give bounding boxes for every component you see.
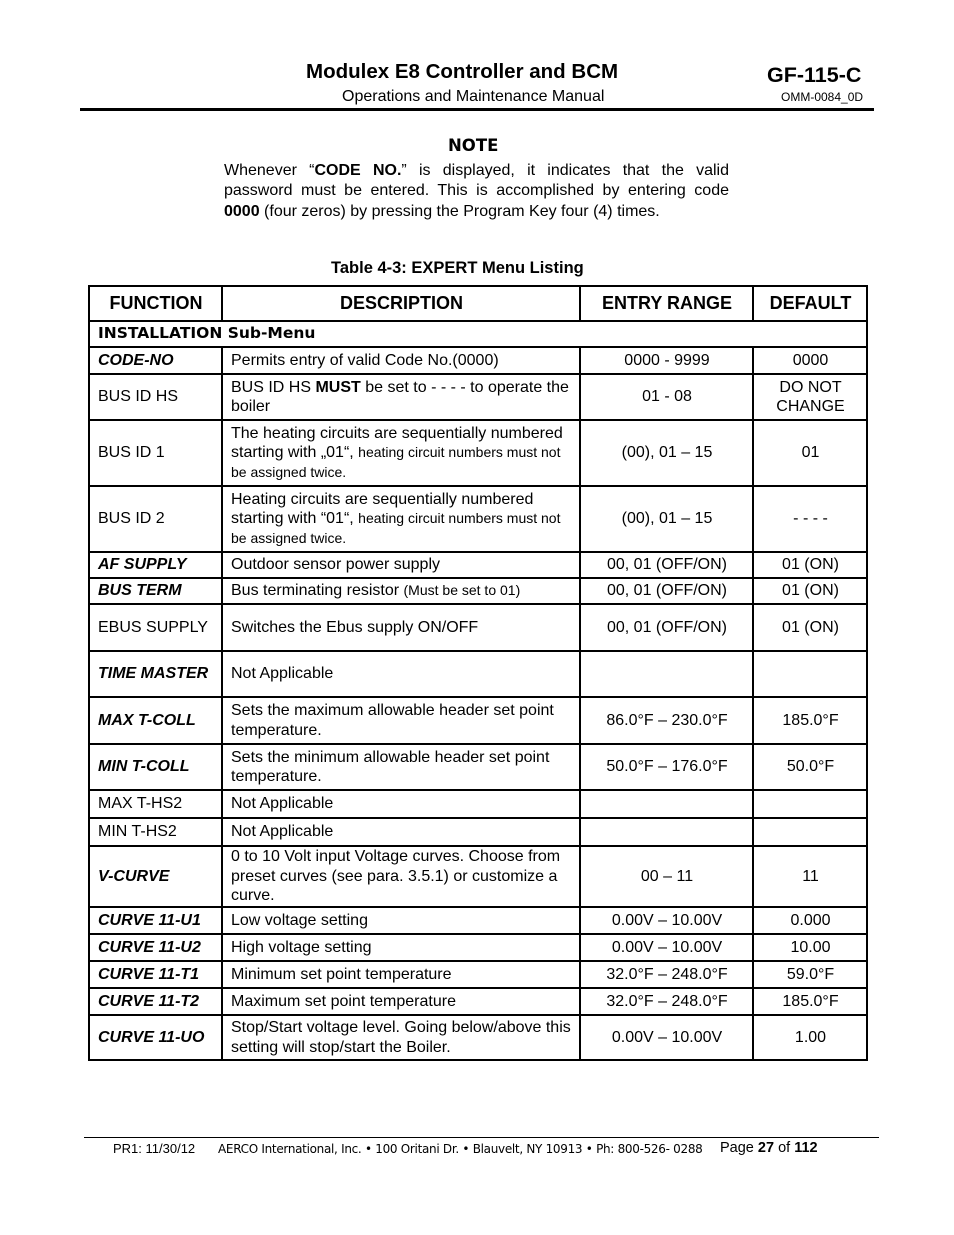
range-cell — [580, 790, 753, 818]
description-cell: Heating circuits are sequentially numbered starting with “01“, heating circuit numbers must not be assigned twice. — [222, 486, 580, 552]
document-subtitle: Operations and Maintenance Manual — [342, 88, 605, 105]
function-cell: V-CURVE — [89, 846, 222, 907]
default-cell: DO NOT CHANGE — [753, 374, 867, 420]
function-cell: BUS ID 2 — [89, 486, 222, 552]
function-cell: EBUS SUPPLY — [89, 604, 222, 651]
default-cell — [753, 818, 867, 846]
range-cell: 0.00V – 10.00V — [580, 907, 753, 934]
description-cell: Outdoor sensor power supply — [222, 552, 580, 578]
range-cell: 01 - 08 — [580, 374, 753, 420]
function-cell: CURVE 11-U1 — [89, 907, 222, 934]
description-cell: The heating circuits are sequentially numbered starting with „01“, heating circuit numbers must not be assigned twice. — [222, 420, 580, 486]
column-header-function: FUNCTION — [89, 286, 222, 321]
function-cell: AF SUPPLY — [89, 552, 222, 578]
description-cell: 0 to 10 Volt input Voltage curves. Choose from preset curves (see para. 3.5.1) or customize a curve. — [222, 846, 580, 907]
function-cell: MAX T-HS2 — [89, 790, 222, 818]
default-cell: 01 (ON) — [753, 552, 867, 578]
table-row — [89, 790, 867, 818]
table-row — [89, 651, 867, 697]
function-cell: BUS ID 1 — [89, 420, 222, 486]
document-title: Modulex E8 Controller and BCM — [306, 60, 619, 83]
code-no-term: CODE NO. — [314, 162, 402, 179]
table-row — [89, 604, 867, 651]
default-cell — [753, 790, 867, 818]
range-cell: 00, 01 (OFF/ON) — [580, 578, 753, 604]
table-row — [89, 1015, 867, 1060]
table-row — [89, 744, 867, 790]
description-cell: Stop/Start voltage level. Going below/above this setting will stop/start the Boiler. — [222, 1015, 580, 1060]
table-row — [89, 697, 867, 744]
range-cell: 00 – 11 — [580, 846, 753, 907]
description-cell: Bus terminating resistor (Must be set to 01) — [222, 578, 580, 604]
range-cell: 0000 - 9999 — [580, 347, 753, 374]
footer-company-info: AERCO International, Inc. • 100 Oritani Dr. • Blauvelt, NY 10913 • Ph: 800-526- 0288 — [218, 1142, 703, 1156]
function-cell: MAX T-COLL — [89, 697, 222, 744]
table-row — [89, 552, 867, 578]
description-cell: BUS ID HS MUST be set to - - - - to operate the boiler — [222, 374, 580, 420]
default-cell: 1.00 — [753, 1015, 867, 1060]
default-cell: 01 (ON) — [753, 604, 867, 651]
description-cell: Permits entry of valid Code No.(0000) — [222, 347, 580, 374]
footer-divider — [84, 1137, 879, 1138]
function-cell: CODE-NO — [89, 347, 222, 374]
range-cell: (00), 01 – 15 — [580, 486, 753, 552]
range-cell: 00, 01 (OFF/ON) — [580, 552, 753, 578]
range-cell — [580, 818, 753, 846]
function-cell: BUS ID HS — [89, 374, 222, 420]
table-header-row — [89, 286, 867, 321]
table-row — [89, 934, 867, 961]
range-cell: 0.00V – 10.00V — [580, 934, 753, 961]
range-cell: 50.0°F – 176.0°F — [580, 744, 753, 790]
description-cell: Minimum set point temperature — [222, 961, 580, 988]
default-cell: 185.0°F — [753, 988, 867, 1015]
section-row — [89, 321, 867, 347]
default-cell: 01 — [753, 420, 867, 486]
function-cell: BUS TERM — [89, 578, 222, 604]
default-cell: 59.0°F — [753, 961, 867, 988]
table-caption: Table 4-3: EXPERT Menu Listing — [331, 259, 584, 277]
default-code: 0000 — [224, 202, 260, 220]
column-header-description: DESCRIPTION — [222, 286, 580, 321]
range-cell — [580, 651, 753, 697]
range-cell: 0.00V – 10.00V — [580, 1015, 753, 1060]
table-row — [89, 907, 867, 934]
default-cell: 185.0°F — [753, 697, 867, 744]
description-cell: Sets the minimum allowable header set point temperature. — [222, 744, 580, 790]
description-cell: Low voltage setting — [222, 907, 580, 934]
table-row — [89, 486, 867, 552]
function-cell: MIN T-HS2 — [89, 818, 222, 846]
function-cell: TIME MASTER — [89, 651, 222, 697]
description-cell: Sets the maximum allowable header set point temperature. — [222, 697, 580, 744]
table-row — [89, 578, 867, 604]
column-header-entry-range: ENTRY RANGE — [580, 286, 753, 321]
description-cell: High voltage setting — [222, 934, 580, 961]
section-title: INSTALLATION Sub-Menu — [89, 321, 867, 347]
range-cell: 32.0°F – 248.0°F — [580, 961, 753, 988]
table-row — [89, 988, 867, 1015]
function-cell: MIN T-COLL — [89, 744, 222, 790]
description-cell: Not Applicable — [222, 818, 580, 846]
table-row — [89, 846, 867, 907]
description-cell: Switches the Ebus supply ON/OFF — [222, 604, 580, 651]
default-cell: 50.0°F — [753, 744, 867, 790]
default-cell: 0000 — [753, 347, 867, 374]
table-row — [89, 347, 867, 374]
expert-menu-table — [88, 285, 868, 1061]
function-cell: CURVE 11-UO — [89, 1015, 222, 1060]
footer-page-number: Page 27 of 112 — [720, 1140, 818, 1156]
description-cell: Not Applicable — [222, 651, 580, 697]
description-cell: Not Applicable — [222, 790, 580, 818]
document-revision: OMM-0084_0D — [781, 90, 864, 104]
function-cell: CURVE 11-U2 — [89, 934, 222, 961]
range-cell: 00, 01 (OFF/ON) — [580, 604, 753, 651]
default-cell: 11 — [753, 846, 867, 907]
table-row — [89, 420, 867, 486]
range-cell: 32.0°F – 248.0°F — [580, 988, 753, 1015]
function-cell: CURVE 11-T1 — [89, 961, 222, 988]
table-row — [89, 818, 867, 846]
default-cell: 01 (ON) — [753, 578, 867, 604]
range-cell: (00), 01 – 15 — [580, 420, 753, 486]
range-cell: 86.0°F – 230.0°F — [580, 697, 753, 744]
description-cell: Maximum set point temperature — [222, 988, 580, 1015]
header-divider — [80, 108, 874, 111]
function-cell: CURVE 11-T2 — [89, 988, 222, 1015]
default-cell: - - - - — [753, 486, 867, 552]
note-heading: NOTE — [448, 136, 499, 155]
default-cell: 10.00 — [753, 934, 867, 961]
column-header-default: DEFAULT — [753, 286, 867, 321]
footer-revision-date: PR1: 11/30/12 — [113, 1141, 196, 1156]
default-cell — [753, 651, 867, 697]
table-row — [89, 374, 867, 420]
table-row — [89, 961, 867, 988]
note-body: Whenever “CODE NO.” is displayed, it indicates that the valid password must be entered. This is accomplished by entering code 0000 (four zeros) by pressing the Program Key four (4) times. — [224, 162, 730, 220]
default-cell: 0.000 — [753, 907, 867, 934]
document-number: GF-115-C — [767, 63, 862, 87]
